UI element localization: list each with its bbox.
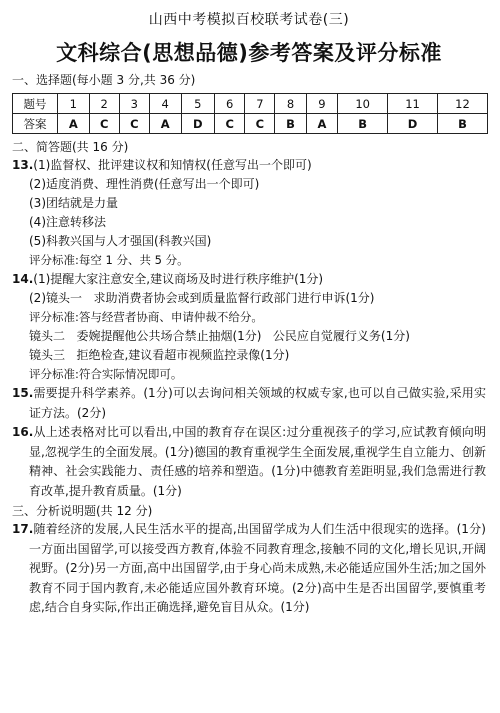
q14-scoring-note-1: 评分标准:答与经营者协商、申请仲裁不给分。: [29, 310, 263, 324]
q13-scoring-standard: 评分标准:每空 1 分、共 5 分。: [29, 253, 189, 267]
q13-answer-5: (5)科教兴国与人才强国(科教兴国): [29, 234, 212, 248]
q13-answer-1: (1)监督权、批评建议权和知情权(任意写出一个即可): [33, 158, 312, 172]
q14-answer-4: 镜头三 拒绝检查,建议看超市视频监控录像(1分): [29, 348, 290, 362]
answer-cell: C: [215, 114, 245, 134]
answer-cell: A: [149, 114, 181, 134]
row-label-answer: 答案: [13, 114, 58, 134]
q16-number: 16.: [12, 425, 34, 439]
answer-row: [13, 114, 488, 134]
question-number-cell: 3: [119, 94, 149, 114]
q13-answer-2: (2)适度消费、理性消费(任意写出一个即可): [29, 177, 260, 191]
section-3-heading: 三、分析说明题(共 12 分): [12, 504, 153, 518]
q15-answer: 需要提升科学素养。(1分)可以去询问相关领域的权威专家,也可以自己做实验,采用实证方法。(2分): [29, 386, 486, 420]
q17-number: 17.: [12, 522, 34, 536]
question-number-cell: 8: [275, 94, 306, 114]
section-1-heading: 一、选择题(每小题 3 分,共 36 分): [12, 73, 196, 87]
q16-paragraph: [12, 423, 486, 501]
answer-cell: A: [306, 114, 338, 134]
answer-cell: C: [119, 114, 149, 134]
exam-title: 山西中考模拟百校联考试卷(三): [148, 12, 350, 28]
q17-paragraph: [12, 520, 486, 618]
question-number-cell: 7: [245, 94, 275, 114]
document-title: 文科综合(思想品德)参考答案及评分标准: [56, 41, 442, 65]
answer-cell: B: [437, 114, 487, 134]
q15-number: 15.: [12, 386, 34, 400]
question-number-cell: 1: [58, 94, 90, 114]
answer-cell: A: [58, 114, 90, 134]
question-number-cell: 5: [181, 94, 215, 114]
question-number-cell: 9: [306, 94, 338, 114]
answer-cell: C: [245, 114, 275, 134]
question-number-cell: 10: [338, 94, 388, 114]
question-number-cell: 11: [388, 94, 438, 114]
answer-cell: B: [275, 114, 306, 134]
q15-paragraph: [12, 384, 486, 423]
q13-answer-4: (4)注意转移法: [29, 215, 106, 229]
q14-line-1: [12, 270, 486, 289]
question-number-cell: 4: [149, 94, 181, 114]
question-number-cell: 6: [215, 94, 245, 114]
q16-answer: 从上述表格对比可以看出,中国的教育存在误区:过分重视孩子的学习,应试教育倾向明显,忽视学生的全面发展。(1分)德国的教育重视学生全面发展,重视学生自立能力、创新精神、社会实践能力、责任感的培养和塑造。(1分)中德教育差距明显,我们急需进行教育改革,提升教育质量。(1分): [29, 425, 486, 498]
q14-number: 14.: [12, 272, 34, 286]
q13-number: 13.: [12, 158, 34, 172]
row-label-question: 题号: [13, 94, 58, 114]
answer-cell: D: [181, 114, 215, 134]
q14-answer-1: (1)提醒大家注意安全,建议商场及时进行秩序维护(1分): [33, 272, 324, 286]
question-number-row: [13, 94, 488, 114]
answer-cell: D: [388, 114, 438, 134]
q14-scoring-note-2: 评分标准:符合实际情况即可。: [29, 367, 183, 381]
question-number-cell: 12: [437, 94, 487, 114]
q17-answer: 随着经济的发展,人民生活水平的提高,出国留学成为人们生活中很现实的选择。(1分)一方面出国留学,可以接受西方教育,体验不同教育理念,接触不同的文化,增长见识,开阔视野。(2分)另一方面,高中出国留学,由于身心尚未成熟,未必能适应国外生活;加之国外教育不同于国内教育,未必能适应国外教育环境。(2分)高中生是否出国留学,要慎重考虑,结合自身实际,作出正确选择,避免盲目从众。(1分): [29, 522, 486, 614]
answer-sheet-page: [0, 10, 500, 713]
answer-table: [12, 93, 488, 134]
answer-cell: C: [89, 114, 119, 134]
answer-cell: B: [338, 114, 388, 134]
q14-answer-3: 镜头二 委婉提醒他公共场合禁止抽烟(1分) 公民应自觉履行义务(1分): [29, 329, 410, 343]
question-number-cell: 2: [89, 94, 119, 114]
q13-line-1: [12, 156, 486, 175]
q14-answer-2: (2)镜头一 求助消费者协会或到质量监督行政部门进行申诉(1分): [29, 291, 375, 305]
section-2-heading: 二、简答题(共 16 分): [12, 140, 129, 154]
q13-answer-3: (3)团结就是力量: [29, 196, 118, 210]
